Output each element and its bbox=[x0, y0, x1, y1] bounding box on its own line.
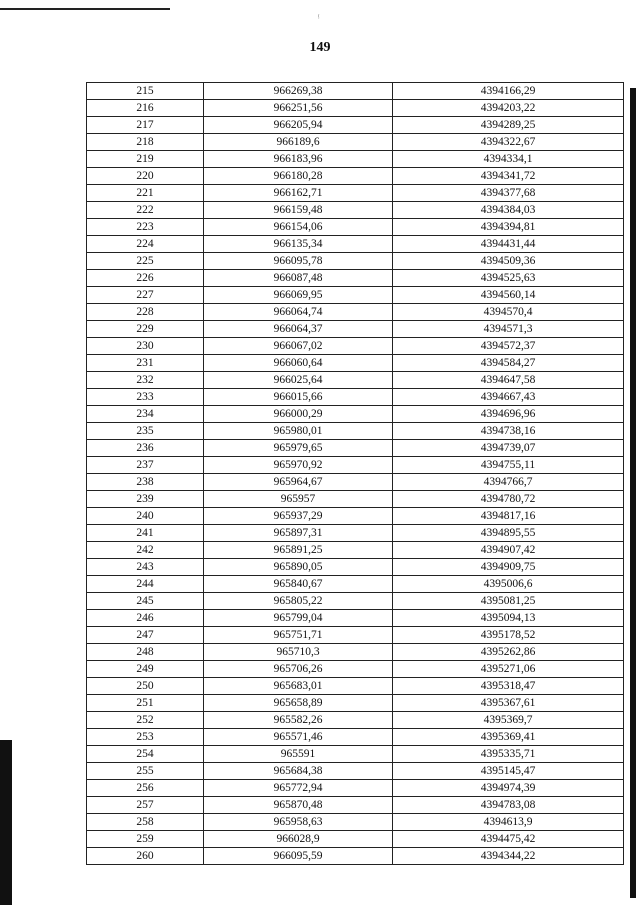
x-coordinate-cell: 966269,38 bbox=[204, 83, 393, 100]
y-coordinate-cell: 4394739,07 bbox=[393, 440, 624, 457]
point-number-cell: 237 bbox=[87, 457, 204, 474]
x-coordinate-cell: 965710,3 bbox=[204, 644, 393, 661]
table-row bbox=[87, 644, 624, 661]
table-row bbox=[87, 372, 624, 389]
y-coordinate-cell: 4394166,29 bbox=[393, 83, 624, 100]
y-coordinate-cell: 4394475,42 bbox=[393, 831, 624, 848]
y-coordinate-cell: 4394907,42 bbox=[393, 542, 624, 559]
y-coordinate-cell: 4394394,81 bbox=[393, 219, 624, 236]
y-coordinate-cell: 4395369,41 bbox=[393, 729, 624, 746]
x-coordinate-cell: 966159,48 bbox=[204, 202, 393, 219]
x-coordinate-cell: 965684,38 bbox=[204, 763, 393, 780]
table-row bbox=[87, 185, 624, 202]
y-coordinate-cell: 4394783,08 bbox=[393, 797, 624, 814]
point-number-cell: 250 bbox=[87, 678, 204, 695]
y-coordinate-cell: 4394560,14 bbox=[393, 287, 624, 304]
y-coordinate-cell: 4394895,55 bbox=[393, 525, 624, 542]
table-row bbox=[87, 134, 624, 151]
x-coordinate-cell: 966095,78 bbox=[204, 253, 393, 270]
y-coordinate-cell: 4394344,22 bbox=[393, 848, 624, 865]
y-coordinate-cell: 4394766,7 bbox=[393, 474, 624, 491]
coordinates-table bbox=[86, 82, 624, 865]
table-row bbox=[87, 695, 624, 712]
table-row bbox=[87, 729, 624, 746]
point-number-cell: 258 bbox=[87, 814, 204, 831]
table-row bbox=[87, 117, 624, 134]
scan-top-rule bbox=[0, 8, 170, 10]
point-number-cell: 246 bbox=[87, 610, 204, 627]
table-row bbox=[87, 593, 624, 610]
point-number-cell: 255 bbox=[87, 763, 204, 780]
y-coordinate-cell: 4395262,86 bbox=[393, 644, 624, 661]
table-row bbox=[87, 389, 624, 406]
x-coordinate-cell: 966069,95 bbox=[204, 287, 393, 304]
x-coordinate-cell: 966162,71 bbox=[204, 185, 393, 202]
point-number-cell: 242 bbox=[87, 542, 204, 559]
point-number-cell: 220 bbox=[87, 168, 204, 185]
x-coordinate-cell: 965706,26 bbox=[204, 661, 393, 678]
table-row bbox=[87, 406, 624, 423]
table-row bbox=[87, 508, 624, 525]
point-number-cell: 238 bbox=[87, 474, 204, 491]
x-coordinate-cell: 965751,71 bbox=[204, 627, 393, 644]
y-coordinate-cell: 4394203,22 bbox=[393, 100, 624, 117]
x-coordinate-cell: 965805,22 bbox=[204, 593, 393, 610]
point-number-cell: 224 bbox=[87, 236, 204, 253]
x-coordinate-cell: 966015,66 bbox=[204, 389, 393, 406]
page-number: 149 bbox=[309, 40, 331, 55]
x-coordinate-cell: 966028,9 bbox=[204, 831, 393, 848]
point-number-cell: 257 bbox=[87, 797, 204, 814]
point-number-cell: 228 bbox=[87, 304, 204, 321]
y-coordinate-cell: 4395318,47 bbox=[393, 678, 624, 695]
x-coordinate-cell: 965958,63 bbox=[204, 814, 393, 831]
x-coordinate-cell: 965979,65 bbox=[204, 440, 393, 457]
point-number-cell: 233 bbox=[87, 389, 204, 406]
x-coordinate-cell: 965870,48 bbox=[204, 797, 393, 814]
table-row bbox=[87, 576, 624, 593]
point-number-cell: 252 bbox=[87, 712, 204, 729]
x-coordinate-cell: 965799,04 bbox=[204, 610, 393, 627]
y-coordinate-cell: 4394334,1 bbox=[393, 151, 624, 168]
y-coordinate-cell: 4394289,25 bbox=[393, 117, 624, 134]
table-row bbox=[87, 491, 624, 508]
table-row bbox=[87, 712, 624, 729]
point-number-cell: 222 bbox=[87, 202, 204, 219]
point-number-cell: 251 bbox=[87, 695, 204, 712]
x-coordinate-cell: 966205,94 bbox=[204, 117, 393, 134]
y-coordinate-cell: 4394817,16 bbox=[393, 508, 624, 525]
y-coordinate-cell: 4394525,63 bbox=[393, 270, 624, 287]
table-row bbox=[87, 151, 624, 168]
table-row bbox=[87, 423, 624, 440]
point-number-cell: 260 bbox=[87, 848, 204, 865]
point-number-cell: 248 bbox=[87, 644, 204, 661]
point-number-cell: 241 bbox=[87, 525, 204, 542]
point-number-cell: 215 bbox=[87, 83, 204, 100]
point-number-cell: 240 bbox=[87, 508, 204, 525]
y-coordinate-cell: 4395335,71 bbox=[393, 746, 624, 763]
table-row bbox=[87, 627, 624, 644]
table-row bbox=[87, 814, 624, 831]
x-coordinate-cell: 965964,67 bbox=[204, 474, 393, 491]
point-number-cell: 253 bbox=[87, 729, 204, 746]
y-coordinate-cell: 4395094,13 bbox=[393, 610, 624, 627]
x-coordinate-cell: 965582,26 bbox=[204, 712, 393, 729]
table-row bbox=[87, 848, 624, 865]
x-coordinate-cell: 966060,64 bbox=[204, 355, 393, 372]
point-number-cell: 232 bbox=[87, 372, 204, 389]
y-coordinate-cell: 4394613,9 bbox=[393, 814, 624, 831]
x-coordinate-cell: 966067,02 bbox=[204, 338, 393, 355]
point-number-cell: 235 bbox=[87, 423, 204, 440]
point-number-cell: 236 bbox=[87, 440, 204, 457]
scan-left-edge-bar bbox=[0, 740, 12, 905]
y-coordinate-cell: 4394974,39 bbox=[393, 780, 624, 797]
point-number-cell: 223 bbox=[87, 219, 204, 236]
table-row bbox=[87, 270, 624, 287]
table-row bbox=[87, 338, 624, 355]
x-coordinate-cell: 966000,29 bbox=[204, 406, 393, 423]
x-coordinate-cell: 966154,06 bbox=[204, 219, 393, 236]
x-coordinate-cell: 965658,89 bbox=[204, 695, 393, 712]
x-coordinate-cell: 965970,92 bbox=[204, 457, 393, 474]
x-coordinate-cell: 966135,34 bbox=[204, 236, 393, 253]
point-number-cell: 247 bbox=[87, 627, 204, 644]
point-number-cell: 230 bbox=[87, 338, 204, 355]
x-coordinate-cell: 965571,46 bbox=[204, 729, 393, 746]
table-row bbox=[87, 678, 624, 695]
table-row bbox=[87, 525, 624, 542]
y-coordinate-cell: 4394571,3 bbox=[393, 321, 624, 338]
x-coordinate-cell: 966025,64 bbox=[204, 372, 393, 389]
x-coordinate-cell: 965891,25 bbox=[204, 542, 393, 559]
y-coordinate-cell: 4395081,25 bbox=[393, 593, 624, 610]
x-coordinate-cell: 965890,05 bbox=[204, 559, 393, 576]
point-number-cell: 244 bbox=[87, 576, 204, 593]
point-number-cell: 229 bbox=[87, 321, 204, 338]
y-coordinate-cell: 4395145,47 bbox=[393, 763, 624, 780]
table-row bbox=[87, 763, 624, 780]
point-number-cell: 254 bbox=[87, 746, 204, 763]
y-coordinate-cell: 4394647,58 bbox=[393, 372, 624, 389]
table-row bbox=[87, 355, 624, 372]
y-coordinate-cell: 4394696,96 bbox=[393, 406, 624, 423]
table-row bbox=[87, 202, 624, 219]
x-coordinate-cell: 966087,48 bbox=[204, 270, 393, 287]
y-coordinate-cell: 4394780,72 bbox=[393, 491, 624, 508]
y-coordinate-cell: 4394572,37 bbox=[393, 338, 624, 355]
y-coordinate-cell: 4394738,16 bbox=[393, 423, 624, 440]
x-coordinate-cell: 965957 bbox=[204, 491, 393, 508]
table-row bbox=[87, 780, 624, 797]
table-row bbox=[87, 304, 624, 321]
table-row bbox=[87, 100, 624, 117]
x-coordinate-cell: 965683,01 bbox=[204, 678, 393, 695]
y-coordinate-cell: 4394377,68 bbox=[393, 185, 624, 202]
y-coordinate-cell: 4394584,27 bbox=[393, 355, 624, 372]
y-coordinate-cell: 4394909,75 bbox=[393, 559, 624, 576]
table-row bbox=[87, 457, 624, 474]
point-number-cell: 225 bbox=[87, 253, 204, 270]
y-coordinate-cell: 4395369,7 bbox=[393, 712, 624, 729]
x-coordinate-cell: 965840,67 bbox=[204, 576, 393, 593]
table-row bbox=[87, 253, 624, 270]
table-row bbox=[87, 797, 624, 814]
point-number-cell: 245 bbox=[87, 593, 204, 610]
scan-mark: ᵎ bbox=[318, 12, 320, 23]
x-coordinate-cell: 965591 bbox=[204, 746, 393, 763]
point-number-cell: 226 bbox=[87, 270, 204, 287]
y-coordinate-cell: 4395271,06 bbox=[393, 661, 624, 678]
y-coordinate-cell: 4395006,6 bbox=[393, 576, 624, 593]
y-coordinate-cell: 4394755,11 bbox=[393, 457, 624, 474]
point-number-cell: 221 bbox=[87, 185, 204, 202]
point-number-cell: 217 bbox=[87, 117, 204, 134]
point-number-cell: 259 bbox=[87, 831, 204, 848]
point-number-cell: 239 bbox=[87, 491, 204, 508]
table-row bbox=[87, 236, 624, 253]
table-row bbox=[87, 610, 624, 627]
table-row bbox=[87, 559, 624, 576]
table-row bbox=[87, 321, 624, 338]
y-coordinate-cell: 4394570,4 bbox=[393, 304, 624, 321]
y-coordinate-cell: 4394667,43 bbox=[393, 389, 624, 406]
point-number-cell: 216 bbox=[87, 100, 204, 117]
y-coordinate-cell: 4394509,36 bbox=[393, 253, 624, 270]
y-coordinate-cell: 4394341,72 bbox=[393, 168, 624, 185]
point-number-cell: 231 bbox=[87, 355, 204, 372]
x-coordinate-cell: 965980,01 bbox=[204, 423, 393, 440]
point-number-cell: 227 bbox=[87, 287, 204, 304]
table-row bbox=[87, 542, 624, 559]
point-number-cell: 219 bbox=[87, 151, 204, 168]
x-coordinate-cell: 965897,31 bbox=[204, 525, 393, 542]
x-coordinate-cell: 966095,59 bbox=[204, 848, 393, 865]
x-coordinate-cell: 965937,29 bbox=[204, 508, 393, 525]
table-row bbox=[87, 83, 624, 100]
x-coordinate-cell: 966180,28 bbox=[204, 168, 393, 185]
table-row bbox=[87, 474, 624, 491]
table-row bbox=[87, 219, 624, 236]
coordinates-table-body bbox=[87, 83, 624, 865]
table-row bbox=[87, 287, 624, 304]
x-coordinate-cell: 966064,37 bbox=[204, 321, 393, 338]
scan-right-edge-bar bbox=[630, 88, 636, 898]
table-row bbox=[87, 440, 624, 457]
table-row bbox=[87, 746, 624, 763]
y-coordinate-cell: 4395178,52 bbox=[393, 627, 624, 644]
table-row bbox=[87, 168, 624, 185]
point-number-cell: 243 bbox=[87, 559, 204, 576]
x-coordinate-cell: 966251,56 bbox=[204, 100, 393, 117]
y-coordinate-cell: 4395367,61 bbox=[393, 695, 624, 712]
point-number-cell: 256 bbox=[87, 780, 204, 797]
table-row bbox=[87, 661, 624, 678]
point-number-cell: 218 bbox=[87, 134, 204, 151]
point-number-cell: 249 bbox=[87, 661, 204, 678]
y-coordinate-cell: 4394384,03 bbox=[393, 202, 624, 219]
y-coordinate-cell: 4394322,67 bbox=[393, 134, 624, 151]
table-row bbox=[87, 831, 624, 848]
x-coordinate-cell: 966189,6 bbox=[204, 134, 393, 151]
x-coordinate-cell: 966064,74 bbox=[204, 304, 393, 321]
point-number-cell: 234 bbox=[87, 406, 204, 423]
y-coordinate-cell: 4394431,44 bbox=[393, 236, 624, 253]
x-coordinate-cell: 966183,96 bbox=[204, 151, 393, 168]
x-coordinate-cell: 965772,94 bbox=[204, 780, 393, 797]
